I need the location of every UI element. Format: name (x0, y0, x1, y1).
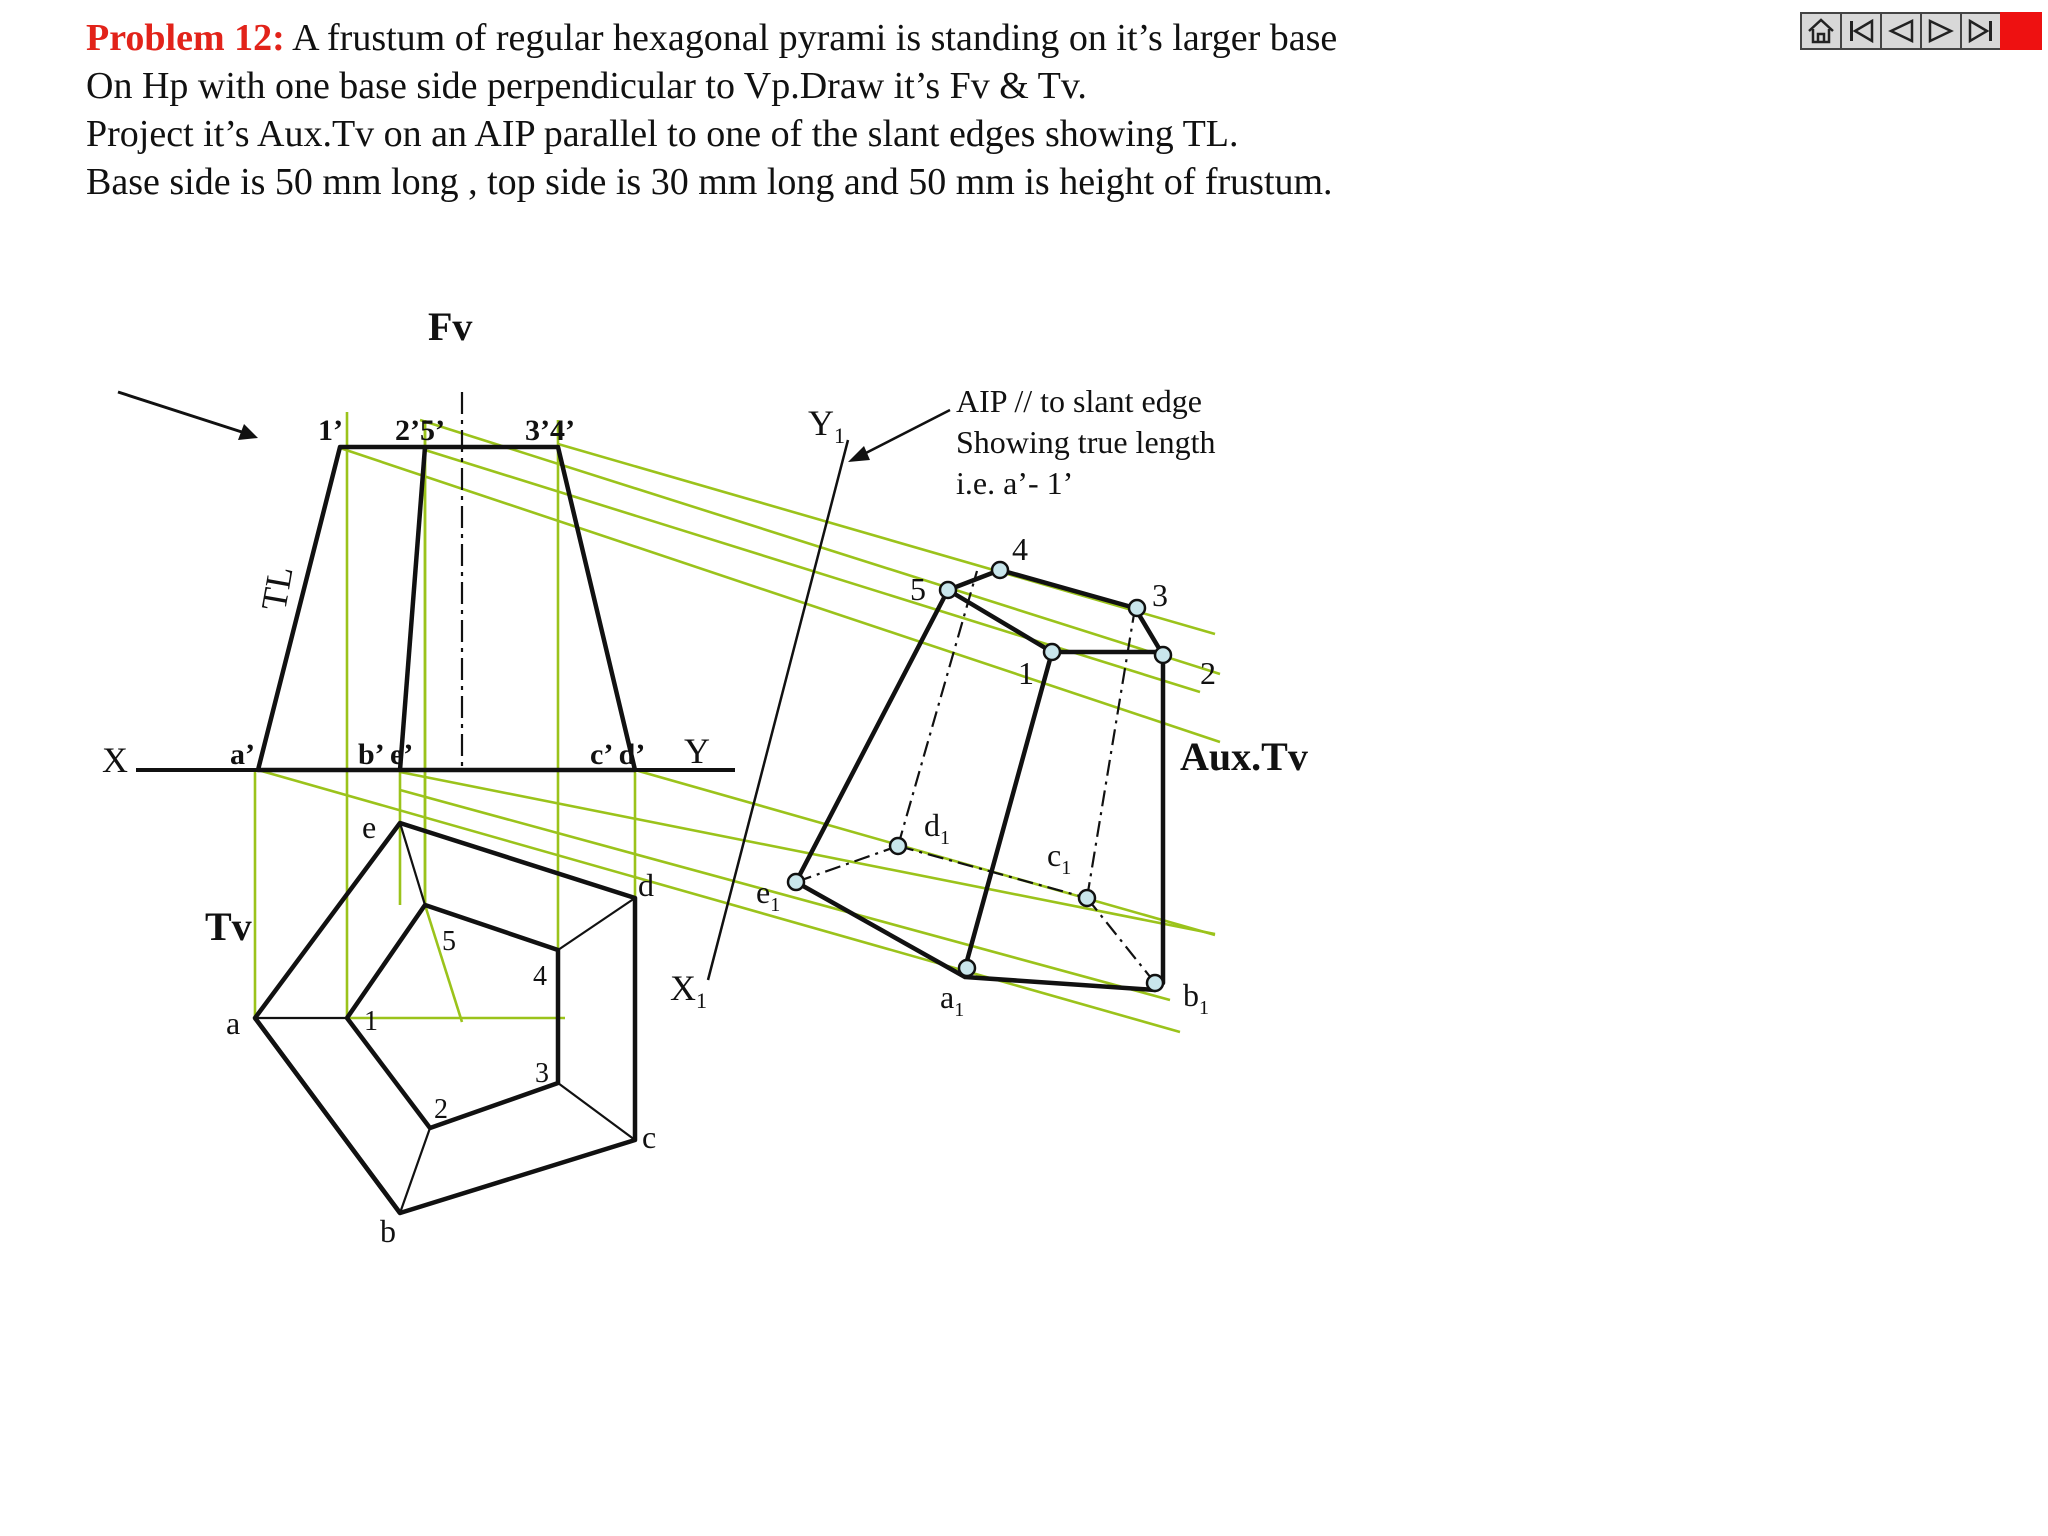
aux-point-1 (1044, 644, 1060, 660)
aux-label-4: 4 (1012, 531, 1028, 567)
aux-label-1: 1 (1018, 655, 1034, 691)
problem-line-1: Problem 12: A frustum of regular hexagonal pyrami is standing on it’s larger base (86, 17, 1338, 59)
tv-label-5: 5 (442, 926, 456, 957)
aux-outline (796, 570, 1163, 990)
fv-label-34: 3’4’ (525, 414, 575, 447)
tv-label-a: a (226, 1005, 241, 1041)
x1-label: $X_1$ (670, 968, 707, 1013)
problem-line-2: On Hp with one base side perpendicular to Vp.Draw it’s Fv & Tv. (86, 65, 1087, 107)
tv-label-d: d (638, 867, 654, 903)
aip-projector-25 (425, 450, 1200, 692)
tv-edge-b2 (400, 1128, 430, 1213)
aip-note-line-1: AIP // to slant edge (956, 383, 1202, 419)
tl-label: TL (253, 563, 301, 614)
aux-edge-1-a (965, 652, 1052, 968)
aux-label-a: $a_1$ (940, 979, 965, 1021)
fv-label-cd: c’ d’ (590, 738, 646, 771)
tv-label-c: c (642, 1119, 657, 1155)
fv-outline (258, 447, 635, 770)
aip-leader-arrowhead (848, 446, 870, 462)
aip-note-line-2: Showing true length (956, 424, 1216, 460)
x1y1-line (670, 403, 950, 1013)
aux-label-5: 5 (910, 571, 926, 607)
aux-label-e: $e_1$ (756, 874, 781, 916)
y-label: Y (684, 731, 710, 771)
aux-point-e (788, 874, 804, 890)
aip-projector-a (258, 770, 1180, 1032)
aip-projector-cd (635, 770, 1215, 935)
tv-label-1: 1 (364, 1006, 378, 1037)
aux-point-d (890, 838, 906, 854)
aux-point-5 (940, 582, 956, 598)
projector-5 (425, 905, 462, 1022)
aux-label-b: $b_1$ (1183, 977, 1209, 1019)
auxtv-title: Aux.Tv (1180, 734, 1308, 779)
aip-projector-34 (558, 444, 1215, 634)
aip-leader (860, 410, 950, 456)
aux-point-c (1079, 890, 1095, 906)
tv-label-e: e (362, 809, 377, 845)
fv-label-1: 1’ (318, 414, 343, 447)
aux-point-2 (1155, 647, 1171, 663)
top-view (205, 809, 656, 1249)
aux-label-c: $c_1$ (1047, 837, 1072, 879)
tv-edge-d4 (558, 898, 635, 950)
x-label: X (102, 740, 128, 780)
aux-point-a (959, 960, 975, 976)
tv-label-3: 3 (535, 1058, 549, 1089)
front-view (230, 304, 645, 771)
problem-line-4: Base side is 50 mm long , top side is 30 mm long and 50 mm is height of frustum. (86, 161, 1333, 203)
fv-label-be: b’ e’ (358, 738, 414, 771)
aip-projector-be (400, 772, 1215, 934)
y1-label: $Y_1$ (808, 403, 845, 448)
fv-title: Fv (428, 304, 473, 349)
fv-label-a: a’ (230, 738, 255, 771)
view-direction-arrow (118, 392, 258, 440)
tv-title: Tv (205, 904, 252, 949)
aip-projector-e (400, 790, 1170, 1000)
fv-edge-be (400, 447, 425, 770)
aux-label-3: 3 (1152, 577, 1168, 613)
tv-label-4: 4 (533, 961, 547, 992)
auxiliary-top-view (756, 531, 1308, 1021)
problem-line-3: Project it’s Aux.Tv on an AIP parallel to one of the slant edges showing TL. (86, 113, 1239, 155)
tv-edge-c3 (558, 1083, 635, 1140)
tv-edge-e5 (400, 823, 425, 905)
tv-label-2: 2 (434, 1094, 448, 1125)
problem-number: Problem 12: (86, 17, 285, 59)
aux-point-3 (1129, 600, 1145, 616)
aux-point-b (1147, 975, 1163, 991)
aip-note (956, 383, 1216, 501)
fv-label-25: 2’5’ (395, 414, 445, 447)
aux-point-4 (992, 562, 1008, 578)
aux-label-d: $d_1$ (924, 807, 950, 849)
tv-label-b: b (380, 1213, 396, 1249)
aip-note-line-3: i.e. a’- 1’ (956, 465, 1074, 501)
aux-label-2: 2 (1200, 655, 1216, 691)
